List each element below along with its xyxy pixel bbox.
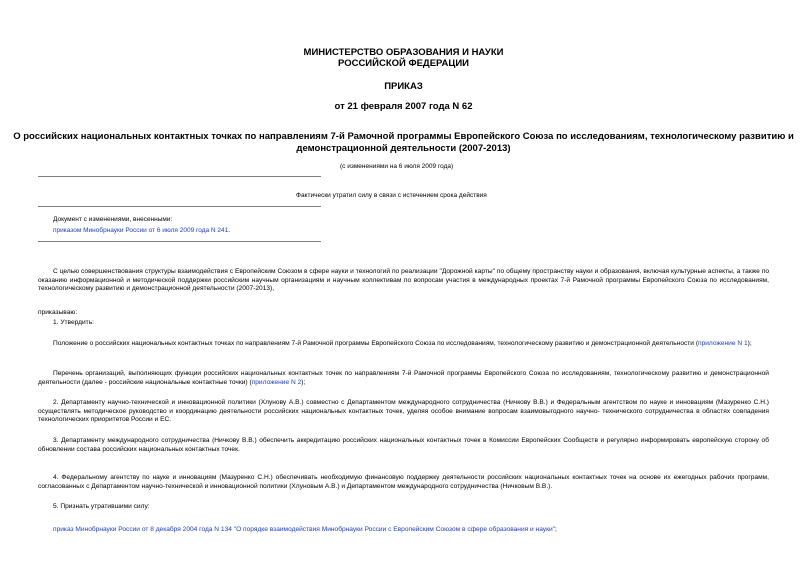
item-1b	[38, 370, 769, 387]
changes-line	[53, 227, 230, 235]
item-4: 4. Федеральному агентству по науке и инновациям (Мазуренко С.Н.) обеспечивать необходимую финансовую поддержку деятельности российских национальных контактных точек на основе их ежегодных рабочих программ, согласованных с Департаментом научно-технической и инновационной политики (Хлуновым А.В.) и Департаментом международного сотрудничества (Ничковым В.В.).	[38, 474, 769, 490]
changes-end: .	[228, 227, 231, 234]
ministry-name-line2: РОССИЙСКОЙ ФЕДЕРАЦИИ	[337, 58, 469, 69]
document-type: ПРИКАЗ	[384, 81, 423, 92]
status-note: Фактически утратил силу в связи с истечением срока действия	[296, 192, 487, 199]
item-2: 2. Департаменту научно-технической и инновационной политики (Хлунову А.В.) совместно с Департаментом международного сотрудничества (Ничкову В.В.) и Федеральным агентством по науке и инновациям (Мазуренко С.Н.) осуществлять методическое руководство и координацию деятельности российских национальных контактных точек, уделяя особое внимание вопросам взаимовыгодного научно- технического сотрудничества в областях совпадения технологических приоритетов России и ЕС.	[38, 399, 769, 424]
item-1: 1. Утвердить:	[53, 319, 94, 326]
item-1a-end: );	[747, 340, 752, 347]
divider	[38, 206, 321, 207]
changes-label: Документ с изменениями, внесенными:	[53, 216, 173, 223]
item-5: 5. Признать утратившими силу:	[53, 503, 150, 510]
divider	[38, 241, 321, 242]
item-5a	[53, 526, 769, 535]
appendix-1-link[interactable]: приложение N 1	[698, 340, 748, 347]
repealed-order-link[interactable]: приказ Минобрнауки России от 8 декабря 2004 года N 134 "О порядке взаимодействия Минобрнауки России с Европейским Союзом в сфере образования и науки"	[53, 526, 555, 533]
document-title-line1: О российских национальных контактных точках по направлениям 7-й Рамочной программы Европейского Союза по исследованиям, технологическому развитию и	[13, 131, 794, 142]
document-date: от 21 февраля 2007 года N 62	[334, 101, 473, 112]
item-5a-end: ;	[555, 526, 557, 533]
document-title-line2: демонстрационной деятельности (2007-2013)	[296, 143, 511, 154]
intro-paragraph: С целью совершенствования структуры взаимодействия с Европейским Союзом в сфере науки и технологий по реализации "Дорожной карты" по общему пространству науки и образования, включая культурные аспекты, а также по оказанию информационной и методической поддержки российским научным организациям и научным коллективам по вопросам участия в международных проектах 7-й Рамочной программы Европейского Союза по исследованиям, технологическому развитию и демонстрационной деятельности (2007-2013),	[38, 268, 769, 293]
item-3: 3. Департаменту международного сотрудничества (Ничкову В.В.) обеспечить аккредитацию российских национальных контактных точек в Комиссии Европейских Сообществ и регулярно информировать европейскую сторону об обновлении состава российских национальных контактных точек.	[38, 437, 769, 453]
ministry-name-line1: МИНИСТЕРСТВО ОБРАЗОВАНИЯ И НАУКИ	[303, 47, 504, 58]
amendments-note: (с изменениями на 6 июля 2009 года)	[340, 163, 454, 170]
order-word: приказываю:	[38, 309, 78, 316]
divider	[38, 176, 321, 177]
item-1a	[38, 340, 769, 349]
item-1a-text: Положение о российских национальных контактных точках по направлениям 7-й Рамочной программы Европейского Союза по исследованиям, технологическому развитию и демонстрационной деятельности (	[53, 340, 699, 347]
item-1b-end: );	[301, 378, 306, 386]
appendix-2-link[interactable]: приложение N 2	[251, 378, 302, 386]
changes-link[interactable]: приказом Минобрнауки России от 6 июля 2009 года N 241	[53, 227, 229, 234]
item-1b-text: Перечень организаций, выполняющих функции российских национальных контактных точек по направлениям 7-й Рамочной программы Европейского Союза по исследованиям, технологическому развитию и демонстрационной деятельности (далее - российские национальные контактные точки) (	[38, 370, 769, 386]
